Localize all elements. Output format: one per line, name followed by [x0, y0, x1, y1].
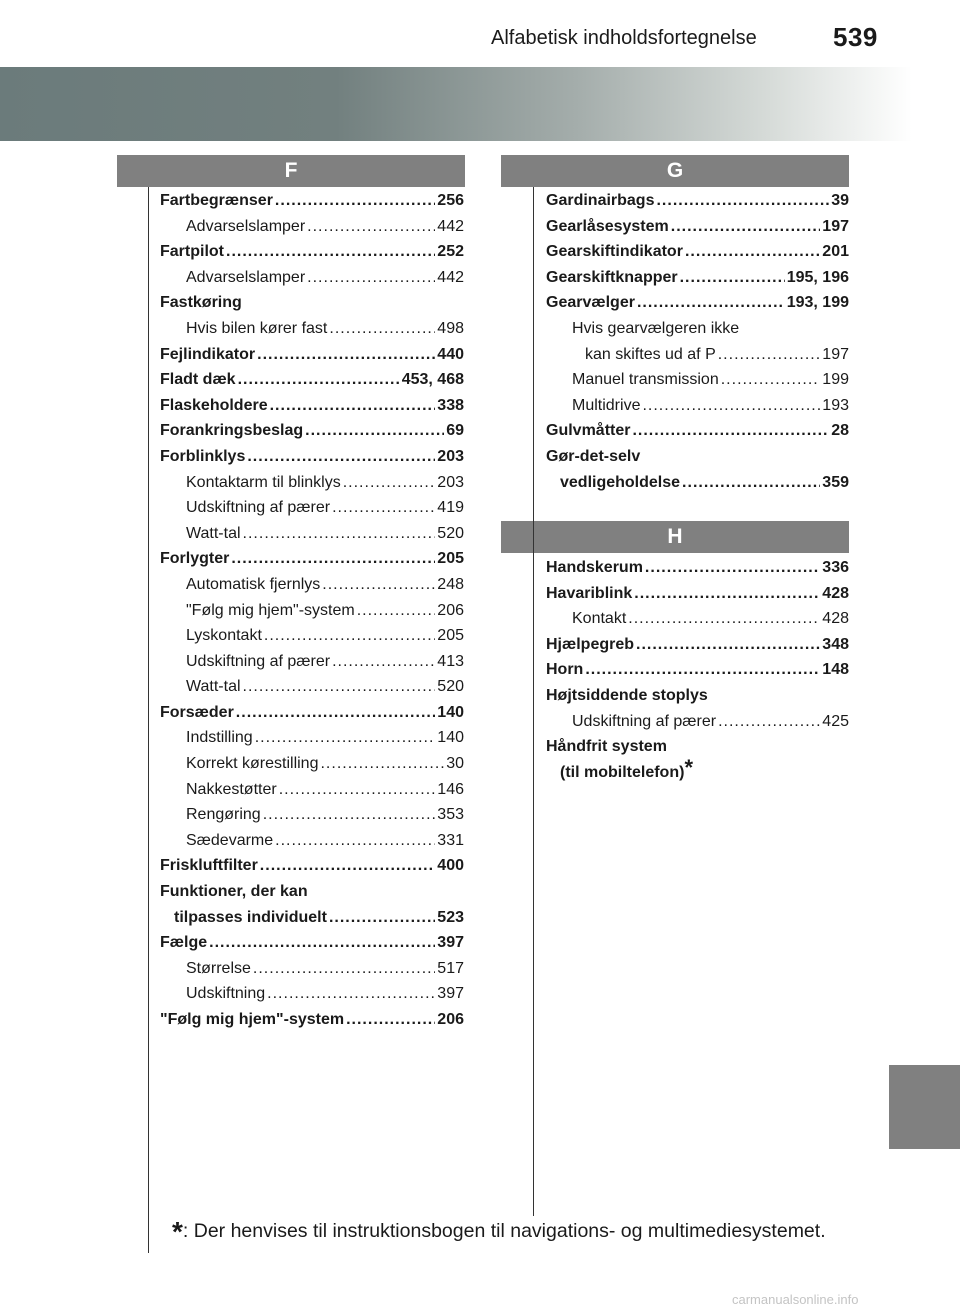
middle-column-rule	[533, 187, 534, 1216]
index-entry-continuation[interactable]: tilpasses individuelt ..... 523	[160, 905, 464, 931]
index-entry[interactable]: Friskluftfilter ..... 400	[160, 853, 464, 879]
footnote-star: *	[172, 1216, 183, 1247]
index-subentry[interactable]: Lyskontakt ..... 205	[160, 623, 464, 649]
index-subentry-continuation[interactable]: kan skiftes ud af P ..... 197	[546, 342, 849, 368]
index-list-g	[546, 188, 849, 495]
chapter-side-tab	[889, 1065, 960, 1149]
index-entry[interactable]: Fælge ..... 397	[160, 930, 464, 956]
page-title: Alfabetisk indholdsfortegnelse	[491, 27, 757, 49]
footnote-text: : Der henvises til instruktionsbogen til navigations- og multimediesystemet.	[182, 1220, 826, 1242]
index-entry[interactable]: Fejlindikator ..... 440	[160, 342, 464, 368]
index-entry[interactable]: Gulvmåtter ..... 28	[546, 418, 849, 444]
index-entry[interactable]: Gearskiftindikator ..... 201	[546, 239, 849, 265]
index-entry[interactable]: Handskerum ..... 336	[546, 555, 849, 581]
index-entry[interactable]: Forsæder ..... 140	[160, 700, 464, 726]
index-subentry: Hvis gearvælgeren ikke	[572, 319, 740, 337]
index-entry[interactable]: Hjælpegreb ..... 348	[546, 632, 849, 658]
index-subentry[interactable]: Watt-tal ..... 520	[160, 521, 464, 547]
index-entry[interactable]: Gearlåsesystem ..... 197	[546, 214, 849, 240]
section-header-h: H	[501, 521, 849, 553]
index-entry[interactable]: "Følg mig hjem"-system ..... 206	[160, 1007, 464, 1033]
index-entry[interactable]: Forblinklys ..... 203	[160, 444, 464, 470]
index-subentry[interactable]: Kontakt ..... 428	[546, 606, 849, 632]
index-entry: Funktioner, der kan	[160, 883, 308, 901]
index-entry: Fastkøring	[160, 294, 242, 312]
index-subentry[interactable]: Udskiftning af pærer ..... 419	[160, 495, 464, 521]
index-subentry[interactable]: Udskiftning ..... 397	[160, 981, 464, 1007]
index-entry[interactable]: Fartbegrænser ..... 256	[160, 188, 464, 214]
index-subentry[interactable]: Multidrive ..... 193	[546, 393, 849, 419]
index-subentry[interactable]: Udskiftning af pærer ..... 425	[546, 709, 849, 735]
index-entry[interactable]: Fartpilot ..... 252	[160, 239, 464, 265]
watermark: carmanualsonline.info	[732, 1292, 859, 1307]
index-entry: Højtsiddende stoplys	[546, 686, 708, 704]
index-subentry[interactable]: Sædevarme ..... 331	[160, 828, 464, 854]
index-subentry[interactable]: Advarselslamper ..... 442	[160, 265, 464, 291]
index-subentry[interactable]: Watt-tal ..... 520	[160, 674, 464, 700]
index-subentry[interactable]: Nakkestøtter ..... 146	[160, 777, 464, 803]
footnote	[172, 1212, 826, 1247]
index-subentry[interactable]: Indstilling ..... 140	[160, 725, 464, 751]
index-subentry[interactable]: Hvis bilen kører fast ..... 498	[160, 316, 464, 342]
index-entry[interactable]: Forlygter ..... 205	[160, 546, 464, 572]
index-subentry[interactable]: Rengøring ..... 353	[160, 802, 464, 828]
index-subentry[interactable]: Automatisk fjernlys ..... 248	[160, 572, 464, 598]
index-entry[interactable]: Forankringsbeslag ..... 69	[160, 418, 464, 444]
index-list-f	[160, 188, 464, 1033]
index-entry[interactable]: Horn ..... 148	[546, 657, 849, 683]
index-subentry[interactable]: Korrekt kørestilling ..... 30	[160, 751, 464, 777]
index-entry: Gør-det-selv	[546, 447, 641, 465]
index-subentry[interactable]: Størrelse ..... 517	[160, 956, 464, 982]
index-subentry[interactable]: Udskiftning af pærer ..... 413	[160, 649, 464, 675]
index-entry[interactable]: Flaskeholdere ..... 338	[160, 393, 464, 419]
index-entry-continuation[interactable]: vedligeholdelse ..... 359	[546, 470, 849, 496]
section-header-f: F	[117, 155, 465, 187]
header-banner	[0, 67, 960, 141]
index-subentry[interactable]: Advarselslamper ..... 442	[160, 214, 464, 240]
index-entry[interactable]: Gearvælger ..... 193, 199	[546, 290, 849, 316]
index-list-h	[546, 555, 849, 785]
index-subentry[interactable]: "Følg mig hjem"-system ..... 206	[160, 598, 464, 624]
section-header-g: G	[501, 155, 849, 187]
index-subentry[interactable]: Manuel transmission ..... 199	[546, 367, 849, 393]
left-column-rule	[148, 187, 149, 1253]
index-subentry[interactable]: Kontaktarm til blinklys ..... 203	[160, 470, 464, 496]
index-entry: Håndfrit system	[546, 738, 667, 756]
index-entry[interactable]: Gardinairbags ..... 39	[546, 188, 849, 214]
index-entry[interactable]: Fladt dæk ..... 453, 468	[160, 367, 464, 393]
index-entry-continuation[interactable]: (til mobiltelefon) *	[560, 754, 693, 781]
index-entry[interactable]: Gearskiftknapper ..... 195, 196	[546, 265, 849, 291]
index-entry[interactable]: Havariblink ..... 428	[546, 581, 849, 607]
page-number: 539	[833, 22, 878, 52]
